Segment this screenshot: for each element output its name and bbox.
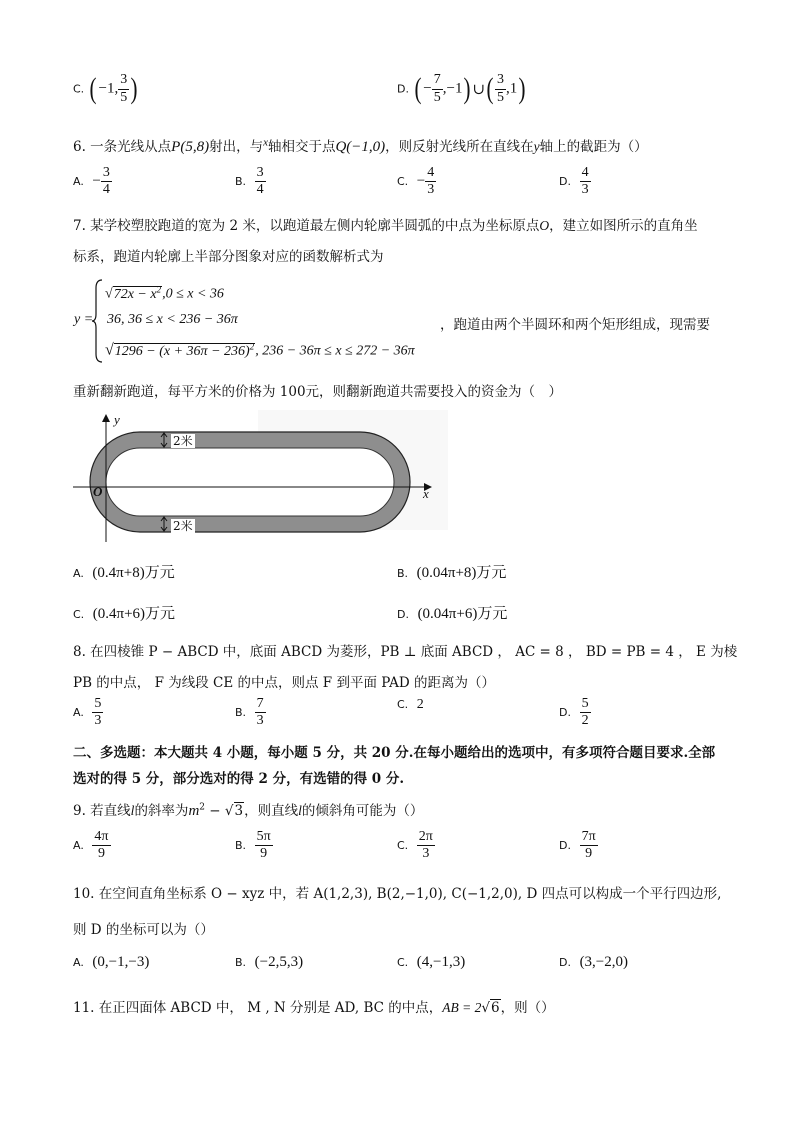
q7-line1: 7. 某学校塑胶跑道的宽为 2 米，以跑道最左侧内轮廓半圆弧的中点为坐标原点O，建立如图所示的直角坐 bbox=[73, 218, 698, 234]
fig-bottom-width-label: 2米 bbox=[173, 519, 193, 533]
q7-after-cases: ，跑道由两个半圆环和两个矩形组成，现需要 bbox=[440, 317, 710, 333]
q5-option-d[interactable]: D. ( − $\frac{7}{5}$ ,−1) ∪( $\frac{3}{5}$ ,1) bbox=[397, 72, 526, 105]
q7-brace bbox=[92, 278, 104, 364]
q6-stem: 6. 一条光线从点P(5,8)射出，与$^x$轴相交于点Q(−1,0)，则反射光线所在直线在y轴上的截距为（） bbox=[73, 136, 648, 155]
q7-line3: 重新翻新跑道，每平方米的价格为 100元，则翻新跑道共需要投入的资金为（ ） bbox=[73, 384, 563, 400]
q7-line2: 标系，跑道内轮廓上半部分图象对应的函数解析式为 bbox=[73, 249, 384, 265]
q10-option-d[interactable]: D. (3,−2,0) bbox=[559, 954, 629, 970]
fig-origin-label: O bbox=[93, 484, 103, 499]
q7-function-y: y = bbox=[74, 312, 94, 327]
q9-option-d[interactable]: D. $\frac{7\pi}{9}$ bbox=[559, 829, 596, 862]
q9-stem: 9. 若直线l的斜率为$m^2 - √3$，则直线l的倾斜角可能为（） bbox=[73, 802, 424, 819]
fig-top-width-label: 2米 bbox=[173, 434, 193, 448]
q7-case2: 36, 36 ≤ x < 236 − 36π bbox=[107, 312, 238, 327]
q8-option-a[interactable]: A. $\frac{5}{3}$ bbox=[73, 696, 102, 729]
fig-y-label: y bbox=[114, 412, 120, 427]
q6-option-d[interactable]: D. $\frac{4}{3}$ bbox=[559, 165, 589, 198]
track-inner bbox=[106, 448, 394, 516]
q7-case1: $√72x - x^2,0 \le x < 36$ bbox=[105, 284, 224, 302]
q5-option-c-value: −1, bbox=[98, 80, 119, 97]
q8-option-c[interactable]: C. 2 bbox=[397, 697, 424, 712]
q7-case3: $√1296 - (x + 36\pi - 236)^2$, 236 − 36π ≤ x ≤ 272 − 36π bbox=[105, 341, 415, 359]
q6-option-c[interactable]: C. − $\frac{4}{3}$ bbox=[397, 165, 435, 198]
q7-option-a[interactable]: A. (0.4π+8)万元 bbox=[73, 565, 175, 581]
section2-header-line1: 二、多选题：本大题共 4 小题，每小题 5 分，共 20 分.在每小题给出的选项中，有多项符合题目要求.全部 bbox=[73, 745, 716, 761]
q7-option-b[interactable]: B. (0.04π+8)万元 bbox=[397, 565, 507, 581]
q7-option-d[interactable]: D. (0.04π+6)万元 bbox=[397, 606, 508, 622]
q9-option-a[interactable]: A. $\frac{4\pi}{9}$ bbox=[73, 829, 109, 862]
q10-option-a[interactable]: A. (0,−1,−3) bbox=[73, 954, 150, 970]
q7-option-c[interactable]: C. (0.4π+6)万元 bbox=[73, 606, 176, 622]
q7-track-figure bbox=[68, 410, 448, 545]
q8-option-d[interactable]: D. $\frac{5}{2}$ bbox=[559, 696, 589, 729]
q11-stem: 11. 在正四面体 ABCD 中， M , N 分别是 AD, BC 的中点，AB = 2√6，则（） bbox=[73, 1000, 555, 1016]
q8-option-b[interactable]: B. $\frac{7}{3}$ bbox=[235, 696, 264, 729]
q10-option-b[interactable]: B. (−2,5,3) bbox=[235, 954, 304, 970]
q6-option-b[interactable]: B. $\frac{3}{4}$ bbox=[235, 165, 264, 198]
q10-line2: 则 D 的坐标可以为（） bbox=[73, 922, 214, 938]
q8-line2: PB 的中点， F 为线段 CE 的中点，则点 F 到平面 PAD 的距离为（） bbox=[73, 675, 495, 691]
section2-header-line2: 选对的得 5 分，部分选对的得 2 分，有选错的得 0 分. bbox=[73, 771, 405, 787]
q10-line1: 10. 在空间直角坐标系 O − xyz 中，若 A(1,2,3), B(2,−1,0), C(−1,2,0), D 四点可以构成一个平行四边形, bbox=[73, 886, 722, 902]
q9-option-c[interactable]: C. $\frac{2\pi}{3}$ bbox=[397, 829, 433, 862]
q5-option-c[interactable]: C. ( −1, $\frac{3}{5}$ ) bbox=[73, 72, 138, 105]
q9-option-b[interactable]: B. $\frac{5\pi}{9}$ bbox=[235, 829, 271, 862]
q10-option-c[interactable]: C. (4,−1,3) bbox=[397, 954, 466, 970]
fig-x-label: x bbox=[423, 486, 429, 501]
q6-option-a[interactable]: A. − $\frac{3}{4}$ bbox=[73, 165, 110, 198]
q8-line1: 8. 在四棱锥 P − ABCD 中，底面 ABCD 为菱形，PB ⊥ 底面 ABCD ， AC = 8 ， BD = PB = 4 ， E 为棱 bbox=[73, 644, 738, 660]
